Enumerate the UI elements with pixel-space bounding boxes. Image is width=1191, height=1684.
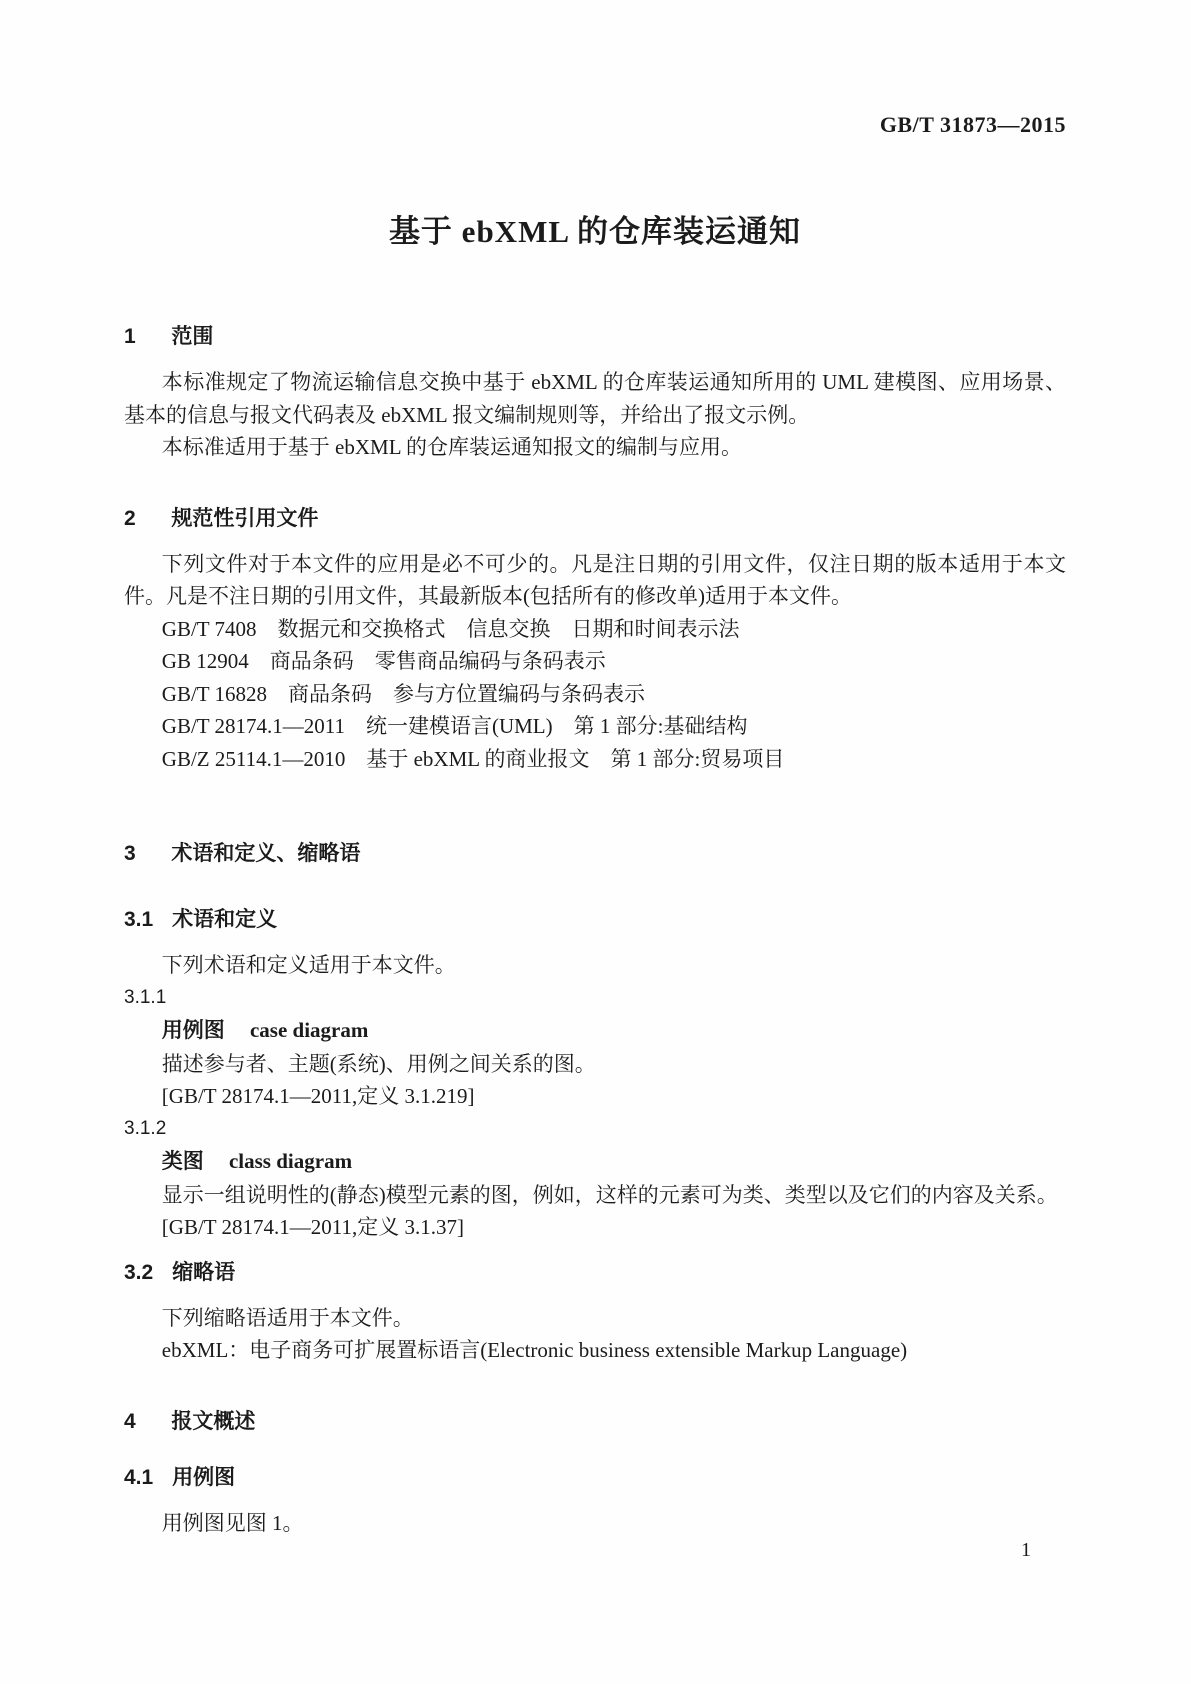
clause-3-number: 3 [124, 842, 136, 865]
clause-4-1-title: 用例图 [172, 1465, 236, 1489]
references-intro: 下列文件对于本文件的应用是必不可少的。凡是注日期的引用文件，仅注日期的版本适用于本文件。凡是不注日期的引用文件，其最新版本(包括所有的修改单)适用于本文件。 [124, 551, 1066, 608]
clause-4-heading [124, 1407, 1066, 1437]
clause-3-2-title: 缩略语 [172, 1260, 236, 1284]
reference-item: GB 12904 商品条码 零售商品编码与条码表示 [161, 649, 606, 673]
term-entry [124, 1145, 1066, 1179]
figure-reference-paragraph: 用例图见图 1。 [161, 1510, 304, 1535]
term-zh: 用例图 [161, 1019, 225, 1042]
term-zh: 类图 [161, 1150, 204, 1173]
term-number: 3.1.1 [124, 986, 167, 1008]
page-number: 1 [1021, 1539, 1031, 1561]
clause-3-1-heading [124, 905, 1066, 935]
document-title: 基于 ebXML 的仓库装运通知 [388, 214, 802, 249]
term-en: class diagram [228, 1149, 353, 1173]
term-source: [GB/T 28174.1—2011,定义 3.1.37] [161, 1215, 464, 1239]
clause-3-2-number: 3.2 [124, 1260, 154, 1284]
clause-3-title: 术语和定义、缩略语 [171, 842, 361, 865]
scope-paragraph-1: 本标准规定了物流运输信息交换中基于 ebXML 的仓库装运通知所用的 UML 建模图、应用场景、基本的信息与报文代码表及 ebXML 报文编制规则等，并给出了报文示例。 [124, 370, 1066, 427]
terms-intro: 下列术语和定义适用于本文件。 [161, 953, 456, 977]
abbreviations-intro: 下列缩略语适用于本文件。 [161, 1305, 414, 1330]
terms-definitions-block [124, 949, 1066, 1244]
clause-1-heading [124, 322, 1066, 352]
scope-paragraph-2: 本标准适用于基于 ebXML 的仓库装运通知报文的编制与应用。 [161, 435, 743, 459]
reference-item: GB/Z 25114.1—2010 基于 ebXML 的商业报文 第 1 部分:贸易项目 [161, 746, 785, 771]
term-en: case diagram [249, 1018, 369, 1042]
clause-4-1-number: 4.1 [124, 1465, 154, 1489]
abbreviation-item: ebXML：电子商务可扩展置标语言(Electronic business extensible Markup Language) [161, 1338, 908, 1362]
term-definition: 显示一组说明性的(静态)模型元素的图，例如，这样的元素可为类、类型以及它们的内容及关系。 [161, 1182, 1058, 1207]
clause-3-heading [124, 839, 1066, 869]
reference-item: GB/T 16828 商品条码 参与方位置编码与条码表示 [161, 681, 646, 706]
clause-2-heading [124, 504, 1066, 534]
clause-4-number: 4 [124, 1409, 136, 1433]
reference-item: GB/T 28174.1—2011 统一建模语言(UML) 第 1 部分:基础结构 [161, 714, 748, 738]
clause-1-number: 1 [124, 325, 136, 348]
clause-4-1-heading [124, 1463, 1066, 1493]
clause-1-title: 范围 [171, 325, 214, 348]
clause-2-number: 2 [124, 506, 136, 530]
clause-3-1-title: 术语和定义 [172, 908, 278, 931]
clause-3-2-heading [124, 1258, 1066, 1288]
clause-3-1-number: 3.1 [124, 908, 154, 931]
term-number: 3.1.2 [124, 1117, 167, 1139]
references-list [124, 613, 1066, 776]
reference-item: GB/T 7408 数据元和交换格式 信息交换 日期和时间表示法 [161, 616, 740, 641]
term-definition: 描述参与者、主题(系统)、用例之间关系的图。 [161, 1051, 596, 1076]
abbreviations-block [124, 1302, 1066, 1367]
term-source: [GB/T 28174.1—2011,定义 3.1.219] [161, 1084, 475, 1108]
clause-4-title: 报文概述 [171, 1409, 256, 1433]
standard-code: GB/T 31873—2015 [879, 112, 1066, 137]
clause-2-title: 规范性引用文件 [171, 506, 319, 530]
term-entry [124, 1014, 1066, 1048]
